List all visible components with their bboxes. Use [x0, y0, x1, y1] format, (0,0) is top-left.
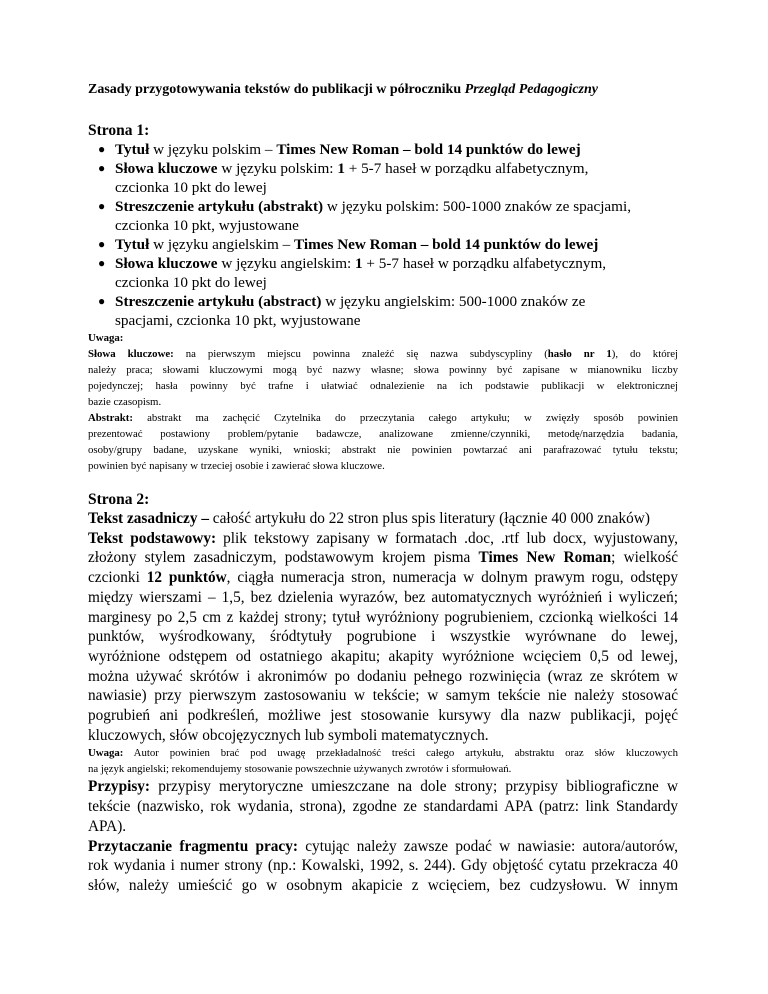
document-title-text: Zasady przygotowywania tekstów do publikacji w półroczniku	[88, 82, 465, 97]
bullet-icon: ●	[98, 256, 106, 270]
list-item: ● Tytuł w języku angielskim – Times New Roman – bold 14 punktów do lewej	[98, 236, 599, 253]
page2-note: Uwaga: Autor powinien brać pod uwagę przekładalność treści całego artykułu, abstraktu oraz słów kluczowych na język angielski; rekomendujemy stosowanie powszechnie używanych zwrotów i sformułowań.	[88, 747, 678, 776]
page1-note: Uwaga: Słowa kluczowe: na pierwszym miejscu powinna znaleźć się nazwa subdyscypliny (hasło nr 1), do której należy praca; słowami kluczowymi mogą być nazwy własne; słowa powinny być zapisane w mianowniku liczby pojedynczej; hasła powinny być trafne i ułatwiać odnalezienie na ich podstawie publikacji w elektronicznej bazie czasopism. Abstrakt: abstrakt ma zachęcić Czytelnika do przeczytania całego artykułu; w zwięzły sposób powinien prezentować postawiony problem/pytanie badawcze, analizowane zmienne/czynniki, metodę/narzędzia badania, osoby/grupy badane, uzyskane wyniki, wnioski; abstrakt nie powinien powtarzać ani parafrazować tytułu tekstu; powinien być napisany w trzeciej osobie i zawierać słowa kluczowe.	[88, 332, 678, 472]
list-item: ● Tytuł w języku polskim – Times New Roman – bold 14 punktów do lewej	[98, 141, 581, 158]
list-item: ● Słowa kluczowe w języku polskim: 1 + 5-7 haseł w porządku alfabetycznym, czcionka 10 pkt do lewej	[98, 160, 589, 196]
page1-requirements-list	[88, 140, 678, 330]
quotation-paragraph: Przytaczanie fragmentu pracy: cytując należy zawsze podać w nawiasie: autora/autorów, rok wydania i numer strony (np.: Kowalski, 1992, s. 244). Gdy objętość cytatu przekracza 40 słów, należy umieścić go w osobnym akapicie z wcięciem, bez cudzysłowu. W innym	[88, 837, 678, 894]
list-item: ● Streszczenie artykułu (abstrakt) w języku polskim: 500-1000 znaków ze spacjami, czcionka 10 pkt, wyjustowane	[98, 198, 631, 234]
bullet-icon: ●	[98, 294, 106, 308]
bullet-icon: ●	[98, 237, 106, 251]
page1-heading: Strona 1:	[88, 122, 150, 139]
document-title	[88, 82, 678, 98]
journal-name: Przegląd Pedagogiczny	[464, 82, 599, 97]
bullet-icon: ●	[98, 142, 106, 156]
page2-main-text: Tekst zasadniczy – całość artykułu do 22 stron plus spis literatury (łącznie 40 000 znaków) Tekst podstawowy: plik tekstowy zapisany w formatach .doc, .rtf lub docx, wyjustowany, złożony stylem zasadniczym, podstawowym krojem pisma Times New Roman; wielkość czcionki 12 punktów, ciągła numeracja stron, numeracja w dolnym prawym rogu, odstępy między wierszami – 1,5, bez dzielenia wyrazów, bez automatycznych wyróżnień i wyliczeń; marginesy po 2,5 cm z każdej strony; tytuł wyróżniony pogrubieniem, czcionką wielkości 14 punktów, wyśrodkowany, śródtytuły pogrubione i wszystkie wyrównane do lewej, wyróżnione odstępem od ostatniego akapitu; akapity wyróżnione wcięciem 0,5 od lewej, można używać skrótów i akronimów po dodaniu pełnego rozwinięcia (wraz ze skrótem w nawiasie) przy pierwszym zastosowaniu w tekście; w samym tekście nie należy stosować pogrubień ani podkreśleń, możliwe jest stosowanie kursywy dla nazw publikacji, pojęć kluczowych, słów obcojęzycznych lub symboli matematycznych.	[88, 510, 678, 744]
list-item: ● Streszczenie artykułu (abstract) w języku angielskim: 500-1000 znaków ze spacjami, czcionka 10 pkt, wyjustowane	[98, 293, 586, 329]
page2-heading: Strona 2:	[88, 491, 150, 508]
footnotes-paragraph: Przypisy: przypisy merytoryczne umieszczane na dole strony; przypisy bibliograficzne w tekście (nazwisko, rok wydania, strona), zgodne ze standardami APA (patrz: link Standardy APA).	[88, 778, 678, 835]
note-label: Uwaga:	[88, 332, 124, 344]
bullet-icon: ●	[98, 161, 106, 175]
list-item: ● Słowa kluczowe w języku angielskim: 1 + 5-7 haseł w porządku alfabetycznym, czcionka 10 pkt do lewej	[98, 255, 607, 291]
bullet-icon: ●	[98, 199, 106, 213]
document-content	[88, 82, 678, 896]
